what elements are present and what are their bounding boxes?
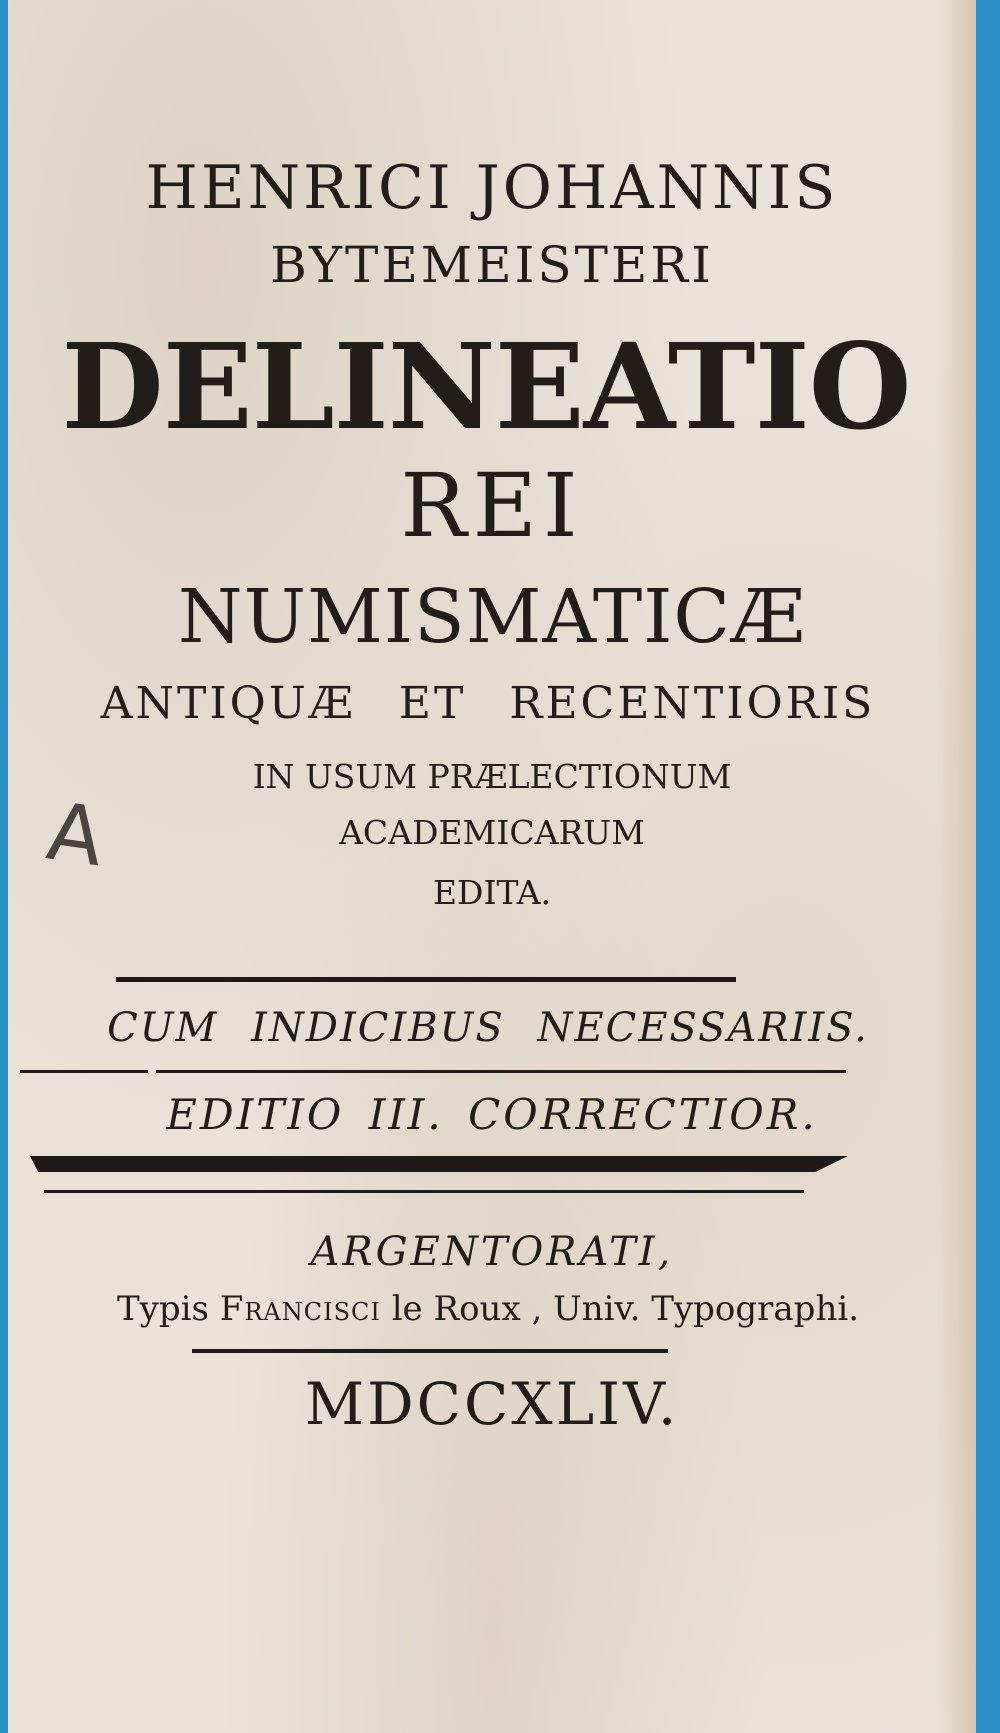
divider-rule-2b bbox=[156, 1070, 846, 1073]
divider-rule-1 bbox=[116, 977, 736, 982]
title-line-3: NUMISMATICÆ bbox=[177, 574, 807, 660]
imprint-printer bbox=[8, 1289, 972, 1329]
author-line-1: HENRICI JOHANNIS bbox=[145, 153, 839, 223]
author-line-2: BYTEMEISTERI bbox=[270, 236, 714, 294]
subtitle-line-4: EDITA. bbox=[432, 873, 552, 912]
divider-rule-5 bbox=[192, 1349, 668, 1353]
handwritten-mark: A bbox=[41, 784, 110, 885]
thin-divider-rule bbox=[44, 1190, 804, 1193]
printer-prefix: Typis bbox=[116, 1289, 209, 1329]
subtitle-line-2: IN USUM PRÆLECTIONUM bbox=[252, 757, 732, 796]
subtitle-line-1: ANTIQUÆ ET RECENTIORIS bbox=[100, 678, 876, 729]
indices-note: CUM INDICIBUS NECESSARIIS. bbox=[107, 1005, 869, 1051]
thick-divider-rule bbox=[30, 1156, 848, 1172]
title-line-2: REI bbox=[400, 454, 584, 557]
subtitle-line-3: ACADEMICARUM bbox=[339, 813, 645, 852]
printer-suffix: le Roux , Univ. Typographi. bbox=[391, 1289, 860, 1329]
edition-line: EDITIO III. CORRECTIOR. bbox=[166, 1090, 818, 1139]
printer-name: Francisci bbox=[219, 1289, 381, 1329]
imprint-year: MDCCXLIV. bbox=[304, 1370, 680, 1438]
title-line-1: DELINEATIO bbox=[61, 317, 911, 456]
imprint-place: ARGENTORATI, bbox=[310, 1229, 674, 1275]
divider-rule-2a bbox=[20, 1070, 148, 1073]
title-page bbox=[8, 0, 976, 1733]
